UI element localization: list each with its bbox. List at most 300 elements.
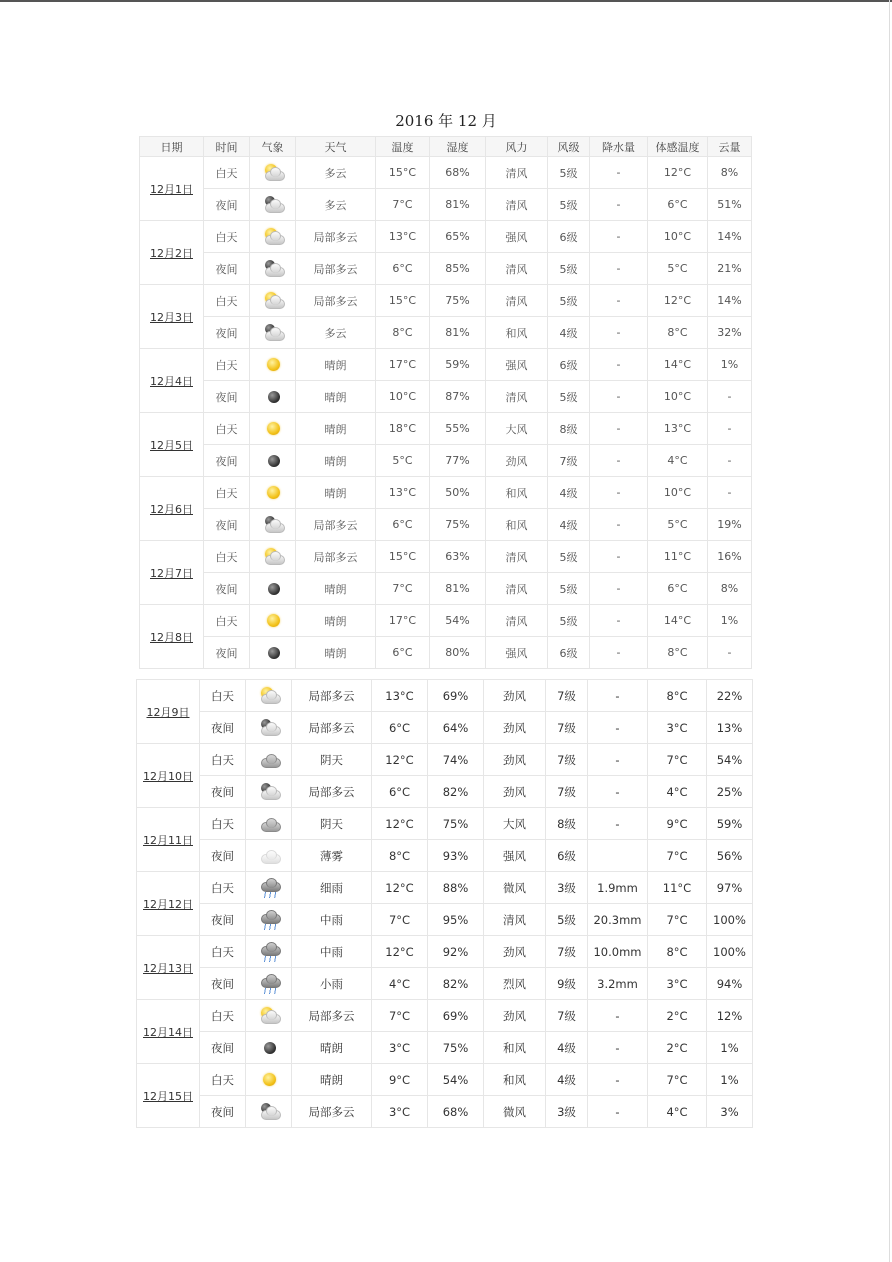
- weather-icon-cell: [250, 573, 296, 605]
- table-row: [137, 1096, 753, 1128]
- table-row: [140, 189, 752, 221]
- date-link[interactable]: 12月5日: [150, 438, 193, 452]
- temperature-cell: 9°C: [372, 1064, 428, 1096]
- partly-cloudy-day-icon: [258, 1006, 280, 1026]
- weather-cell: 晴朗: [296, 477, 376, 509]
- wind-level-cell: 5级: [548, 381, 590, 413]
- temperature-cell: 12°C: [372, 872, 428, 904]
- wind-level-cell: 6级: [548, 349, 590, 381]
- cloud-cover-cell: 59%: [707, 808, 753, 840]
- precipitation-cell: -: [590, 189, 648, 221]
- table-row: [137, 872, 753, 904]
- weather-cell: 小雨: [292, 968, 372, 1000]
- humidity-cell: 75%: [430, 509, 486, 541]
- time-cell: 夜间: [200, 776, 246, 808]
- weather-icon-cell: [246, 808, 292, 840]
- date-link[interactable]: 12月4日: [150, 374, 193, 388]
- wind-cell: 清风: [486, 253, 548, 285]
- date-link[interactable]: 12月1日: [150, 182, 193, 196]
- date-link[interactable]: 12月3日: [150, 310, 193, 324]
- fog-icon: [258, 846, 280, 866]
- date-cell: [140, 541, 204, 605]
- wind-level-cell: 7级: [546, 776, 588, 808]
- weather-icon-cell: [250, 477, 296, 509]
- feels-like-cell: 6°C: [648, 573, 708, 605]
- time-cell: 白天: [200, 680, 246, 712]
- precipitation-cell: 1.9mm: [588, 872, 648, 904]
- weather-cell: 局部多云: [296, 253, 376, 285]
- wind-level-cell: 5级: [548, 541, 590, 573]
- temperature-cell: 6°C: [372, 712, 428, 744]
- weather-icon-cell: [246, 936, 292, 968]
- feels-like-cell: 12°C: [648, 157, 708, 189]
- cloud-cover-cell: -: [708, 445, 752, 477]
- feels-like-cell: 3°C: [648, 968, 707, 1000]
- feels-like-cell: 7°C: [648, 904, 707, 936]
- time-cell: 夜间: [204, 253, 250, 285]
- precipitation-cell: -: [588, 744, 648, 776]
- weather-cell: 晴朗: [292, 1064, 372, 1096]
- temperature-cell: 7°C: [372, 1000, 428, 1032]
- wind-cell: 和风: [484, 1064, 546, 1096]
- light-rain-icon: [258, 878, 280, 898]
- date-cell: [140, 477, 204, 541]
- wind-cell: 和风: [486, 477, 548, 509]
- temperature-cell: 5°C: [376, 445, 430, 477]
- temperature-cell: 17°C: [376, 605, 430, 637]
- time-cell: 夜间: [200, 1096, 246, 1128]
- feels-like-cell: 7°C: [648, 744, 707, 776]
- wind-cell: 清风: [484, 904, 546, 936]
- cloud-cover-cell: 1%: [707, 1064, 753, 1096]
- date-link[interactable]: 12月12日: [143, 897, 193, 911]
- sun-icon: [262, 483, 284, 503]
- precipitation-cell: [588, 840, 648, 872]
- date-link[interactable]: 12月8日: [150, 630, 193, 644]
- moon-icon: [262, 451, 284, 471]
- feels-like-cell: 8°C: [648, 680, 707, 712]
- humidity-cell: 54%: [428, 1064, 484, 1096]
- time-cell: 夜间: [200, 1032, 246, 1064]
- table-row: [137, 840, 753, 872]
- weather-cell: 局部多云: [292, 712, 372, 744]
- precipitation-cell: -: [588, 808, 648, 840]
- moon-icon: [262, 579, 284, 599]
- wind-cell: 清风: [486, 189, 548, 221]
- sun-icon: [258, 1070, 280, 1090]
- weather-cell: 局部多云: [292, 680, 372, 712]
- partly-cloudy-day-icon: [262, 547, 284, 567]
- header-wind-level: 风级: [548, 137, 590, 157]
- partly-cloudy-night-icon: [262, 259, 284, 279]
- wind-level-cell: 5级: [548, 605, 590, 637]
- weather-cell: 中雨: [292, 936, 372, 968]
- humidity-cell: 88%: [428, 872, 484, 904]
- precipitation-cell: 20.3mm: [588, 904, 648, 936]
- time-cell: 夜间: [200, 904, 246, 936]
- temperature-cell: 3°C: [372, 1096, 428, 1128]
- time-cell: 白天: [204, 285, 250, 317]
- table-row: [140, 573, 752, 605]
- weather-icon-cell: [250, 637, 296, 669]
- weather-icon-cell: [250, 253, 296, 285]
- cloud-cover-cell: -: [708, 381, 752, 413]
- temperature-cell: 8°C: [376, 317, 430, 349]
- temperature-cell: 7°C: [376, 573, 430, 605]
- wind-cell: 强风: [486, 221, 548, 253]
- table-row: [137, 744, 753, 776]
- humidity-cell: 85%: [430, 253, 486, 285]
- header-precipitation: 降水量: [590, 137, 648, 157]
- weather-cell: 晴朗: [296, 349, 376, 381]
- wind-cell: 强风: [484, 840, 546, 872]
- weather-cell: 晴朗: [296, 605, 376, 637]
- table-header-row: [140, 137, 752, 157]
- humidity-cell: 69%: [428, 680, 484, 712]
- date-link[interactable]: 12月6日: [150, 502, 193, 516]
- weather-icon-cell: [250, 285, 296, 317]
- weather-cell: 阴天: [292, 744, 372, 776]
- wind-level-cell: 8级: [546, 808, 588, 840]
- weather-icon-cell: [250, 509, 296, 541]
- time-cell: 夜间: [204, 509, 250, 541]
- feels-like-cell: 8°C: [648, 936, 707, 968]
- table-row: [140, 413, 752, 445]
- header-date: 日期: [140, 137, 204, 157]
- wind-cell: 强风: [486, 349, 548, 381]
- precipitation-cell: -: [590, 349, 648, 381]
- top-border-line: [0, 0, 892, 2]
- time-cell: 白天: [204, 477, 250, 509]
- date-link[interactable]: 12月13日: [143, 961, 193, 975]
- weather-cell: 晴朗: [292, 1032, 372, 1064]
- temperature-cell: 12°C: [372, 744, 428, 776]
- weather-icon-cell: [246, 1064, 292, 1096]
- humidity-cell: 81%: [430, 573, 486, 605]
- precipitation-cell: -: [590, 605, 648, 637]
- wind-level-cell: 5级: [548, 573, 590, 605]
- weather-table-part-1: [139, 136, 752, 669]
- temperature-cell: 7°C: [372, 904, 428, 936]
- precipitation-cell: -: [590, 253, 648, 285]
- wind-cell: 强风: [486, 637, 548, 669]
- feels-like-cell: 11°C: [648, 872, 707, 904]
- weather-cell: 薄雾: [292, 840, 372, 872]
- precipitation-cell: -: [590, 221, 648, 253]
- date-link[interactable]: 12月10日: [143, 769, 193, 783]
- cloud-cover-cell: 21%: [708, 253, 752, 285]
- weather-cell: 多云: [296, 157, 376, 189]
- temperature-cell: 15°C: [376, 157, 430, 189]
- feels-like-cell: 11°C: [648, 541, 708, 573]
- partly-cloudy-night-icon: [262, 195, 284, 215]
- weather-cell: 晴朗: [296, 445, 376, 477]
- feels-like-cell: 2°C: [648, 1000, 707, 1032]
- time-cell: 夜间: [204, 637, 250, 669]
- temperature-cell: 7°C: [376, 189, 430, 221]
- header-cloud-cover: 云量: [708, 137, 752, 157]
- time-cell: 白天: [204, 413, 250, 445]
- sun-icon: [262, 611, 284, 631]
- wind-cell: 烈风: [484, 968, 546, 1000]
- temperature-cell: 18°C: [376, 413, 430, 445]
- weather-cell: 多云: [296, 317, 376, 349]
- table-row: [137, 1064, 753, 1096]
- table-row: [140, 253, 752, 285]
- table-row: [137, 936, 753, 968]
- weather-cell: 细雨: [292, 872, 372, 904]
- precipitation-cell: -: [588, 680, 648, 712]
- header-humidity: 湿度: [430, 137, 486, 157]
- feels-like-cell: 10°C: [648, 477, 708, 509]
- cloud-cover-cell: 19%: [708, 509, 752, 541]
- wind-level-cell: 5级: [546, 904, 588, 936]
- page-title: 2016 年 12 月: [395, 112, 497, 130]
- humidity-cell: 87%: [430, 381, 486, 413]
- table-row: [140, 509, 752, 541]
- table-row: [140, 637, 752, 669]
- humidity-cell: 74%: [428, 744, 484, 776]
- feels-like-cell: 4°C: [648, 445, 708, 477]
- wind-level-cell: 7级: [546, 1000, 588, 1032]
- wind-level-cell: 5级: [548, 189, 590, 221]
- humidity-cell: 68%: [428, 1096, 484, 1128]
- cloud-cover-cell: 100%: [707, 936, 753, 968]
- temperature-cell: 15°C: [376, 285, 430, 317]
- partly-cloudy-night-icon: [258, 1102, 280, 1122]
- precipitation-cell: -: [588, 1032, 648, 1064]
- wind-level-cell: 4级: [548, 509, 590, 541]
- weather-icon-cell: [250, 445, 296, 477]
- cloud-cover-cell: 13%: [707, 712, 753, 744]
- humidity-cell: 54%: [430, 605, 486, 637]
- humidity-cell: 81%: [430, 189, 486, 221]
- table-row: [140, 221, 752, 253]
- weather-icon-cell: [246, 904, 292, 936]
- humidity-cell: 68%: [430, 157, 486, 189]
- table-row: [140, 477, 752, 509]
- humidity-cell: 93%: [428, 840, 484, 872]
- time-cell: 白天: [204, 349, 250, 381]
- cloud-cover-cell: 1%: [708, 349, 752, 381]
- moon-icon: [258, 1038, 280, 1058]
- temperature-cell: 6°C: [376, 637, 430, 669]
- feels-like-cell: 12°C: [648, 285, 708, 317]
- humidity-cell: 50%: [430, 477, 486, 509]
- wind-cell: 和风: [486, 317, 548, 349]
- wind-level-cell: 9级: [546, 968, 588, 1000]
- table-row: [140, 285, 752, 317]
- temperature-cell: 10°C: [376, 381, 430, 413]
- wind-cell: 清风: [486, 381, 548, 413]
- table-row: [140, 541, 752, 573]
- humidity-cell: 59%: [430, 349, 486, 381]
- cloud-cover-cell: 32%: [708, 317, 752, 349]
- wind-cell: 劲风: [484, 776, 546, 808]
- temperature-cell: 8°C: [372, 840, 428, 872]
- feels-like-cell: 7°C: [648, 840, 707, 872]
- table-row: [137, 1000, 753, 1032]
- humidity-cell: 81%: [430, 317, 486, 349]
- cloud-cover-cell: -: [708, 477, 752, 509]
- cloud-cover-cell: 56%: [707, 840, 753, 872]
- feels-like-cell: 13°C: [648, 413, 708, 445]
- time-cell: 白天: [204, 541, 250, 573]
- cloud-cover-cell: 8%: [708, 573, 752, 605]
- precipitation-cell: -: [588, 712, 648, 744]
- table-row: [140, 349, 752, 381]
- humidity-cell: 75%: [430, 285, 486, 317]
- table-row: [137, 776, 753, 808]
- weather-icon-cell: [250, 349, 296, 381]
- weather-cell: 晴朗: [296, 637, 376, 669]
- sun-icon: [262, 355, 284, 375]
- precipitation-cell: -: [590, 509, 648, 541]
- precipitation-cell: -: [590, 573, 648, 605]
- precipitation-cell: -: [590, 541, 648, 573]
- weather-cell: 局部多云: [292, 776, 372, 808]
- weather-icon-cell: [246, 968, 292, 1000]
- feels-like-cell: 14°C: [648, 349, 708, 381]
- cloud-cover-cell: 100%: [707, 904, 753, 936]
- weather-table-part-2: [136, 679, 753, 1128]
- date-cell: [137, 936, 200, 1000]
- wind-cell: 劲风: [484, 680, 546, 712]
- humidity-cell: 82%: [428, 776, 484, 808]
- partly-cloudy-day-icon: [262, 163, 284, 183]
- wind-cell: 劲风: [484, 936, 546, 968]
- date-link[interactable]: 12月11日: [143, 833, 193, 847]
- temperature-cell: 13°C: [376, 477, 430, 509]
- cloud-cover-cell: 12%: [707, 1000, 753, 1032]
- cloud-cover-cell: 97%: [707, 872, 753, 904]
- table-row: [140, 445, 752, 477]
- wind-level-cell: 5级: [548, 285, 590, 317]
- wind-level-cell: 4级: [548, 317, 590, 349]
- precipitation-cell: -: [590, 157, 648, 189]
- wind-cell: 劲风: [486, 445, 548, 477]
- wind-level-cell: 7级: [548, 445, 590, 477]
- cloud-cover-cell: 1%: [708, 605, 752, 637]
- table-row: [137, 680, 753, 712]
- wind-level-cell: 3级: [546, 872, 588, 904]
- header-weather: 天气: [296, 137, 376, 157]
- wind-cell: 清风: [486, 573, 548, 605]
- sun-icon: [262, 419, 284, 439]
- cloud-cover-cell: 51%: [708, 189, 752, 221]
- temperature-cell: 6°C: [372, 776, 428, 808]
- humidity-cell: 55%: [430, 413, 486, 445]
- wind-cell: 和风: [484, 1032, 546, 1064]
- temperature-cell: 17°C: [376, 349, 430, 381]
- date-cell: [137, 1064, 200, 1128]
- weather-icon-cell: [250, 381, 296, 413]
- temperature-cell: 15°C: [376, 541, 430, 573]
- humidity-cell: 75%: [428, 808, 484, 840]
- weather-cell: 晴朗: [296, 381, 376, 413]
- precipitation-cell: -: [590, 445, 648, 477]
- humidity-cell: 64%: [428, 712, 484, 744]
- precipitation-cell: -: [588, 1064, 648, 1096]
- partly-cloudy-night-icon: [258, 782, 280, 802]
- date-link[interactable]: 12月15日: [143, 1089, 193, 1103]
- weather-icon-cell: [246, 1032, 292, 1064]
- cloud-cover-cell: 14%: [708, 221, 752, 253]
- temperature-cell: 4°C: [372, 968, 428, 1000]
- humidity-cell: 77%: [430, 445, 486, 477]
- feels-like-cell: 2°C: [648, 1032, 707, 1064]
- precipitation-cell: -: [588, 1000, 648, 1032]
- time-cell: 白天: [200, 872, 246, 904]
- weather-cell: 局部多云: [296, 285, 376, 317]
- wind-level-cell: 8级: [548, 413, 590, 445]
- wind-cell: 清风: [486, 285, 548, 317]
- time-cell: 夜间: [200, 968, 246, 1000]
- feels-like-cell: 4°C: [648, 776, 707, 808]
- time-cell: 白天: [200, 808, 246, 840]
- moon-icon: [262, 387, 284, 407]
- date-cell: [140, 413, 204, 477]
- humidity-cell: 92%: [428, 936, 484, 968]
- weather-icon-cell: [250, 157, 296, 189]
- wind-cell: 微风: [484, 1096, 546, 1128]
- table-row: [137, 1032, 753, 1064]
- header-icon: 气象: [250, 137, 296, 157]
- temperature-cell: 13°C: [376, 221, 430, 253]
- weather-cell: 局部多云: [296, 509, 376, 541]
- moon-icon: [262, 643, 284, 663]
- feels-like-cell: 6°C: [648, 189, 708, 221]
- precipitation-cell: 3.2mm: [588, 968, 648, 1000]
- wind-cell: 大风: [486, 413, 548, 445]
- date-cell: [140, 157, 204, 221]
- table-row: [140, 317, 752, 349]
- date-link[interactable]: 12月14日: [143, 1025, 193, 1039]
- table-row: [140, 605, 752, 637]
- date-link[interactable]: 12月2日: [150, 246, 193, 260]
- precipitation-cell: 10.0mm: [588, 936, 648, 968]
- partly-cloudy-night-icon: [262, 323, 284, 343]
- partly-cloudy-night-icon: [258, 718, 280, 738]
- temperature-cell: 12°C: [372, 936, 428, 968]
- table-row: [137, 904, 753, 936]
- weather-cell: 晴朗: [296, 573, 376, 605]
- date-cell: [140, 349, 204, 413]
- weather-icon-cell: [246, 872, 292, 904]
- wind-cell: 清风: [486, 605, 548, 637]
- table-row: [137, 712, 753, 744]
- light-rain-icon: [258, 974, 280, 994]
- precipitation-cell: -: [590, 285, 648, 317]
- feels-like-cell: 8°C: [648, 317, 708, 349]
- humidity-cell: 80%: [430, 637, 486, 669]
- wind-level-cell: 4级: [546, 1064, 588, 1096]
- date-link[interactable]: 12月9日: [146, 705, 190, 719]
- precipitation-cell: -: [590, 381, 648, 413]
- cloud-cover-cell: 22%: [707, 680, 753, 712]
- cloud-cover-cell: 14%: [708, 285, 752, 317]
- weather-icon-cell: [246, 1096, 292, 1128]
- wind-cell: 清风: [486, 157, 548, 189]
- header-wind: 风力: [486, 137, 548, 157]
- feels-like-cell: 5°C: [648, 253, 708, 285]
- humidity-cell: 65%: [430, 221, 486, 253]
- date-link[interactable]: 12月7日: [150, 566, 193, 580]
- precipitation-cell: -: [590, 413, 648, 445]
- partly-cloudy-day-icon: [258, 686, 280, 706]
- wind-level-cell: 6级: [548, 221, 590, 253]
- feels-like-cell: 14°C: [648, 605, 708, 637]
